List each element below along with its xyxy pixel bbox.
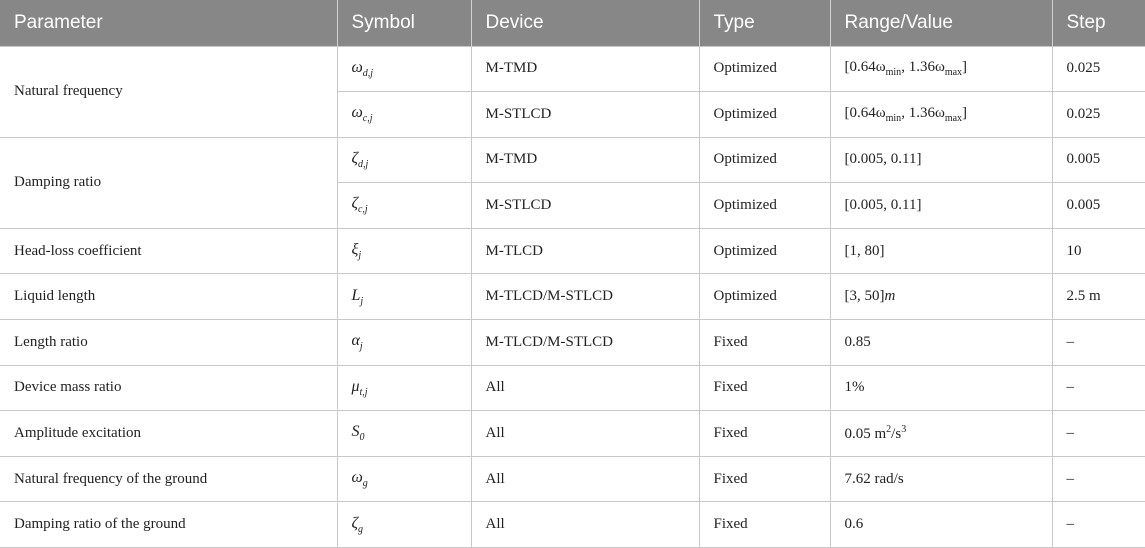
device-cell: M-TMD [471, 137, 699, 183]
header-device: Device [471, 0, 699, 46]
device-cell: M-STLCD [471, 92, 699, 138]
table-row [0, 365, 1145, 411]
device-cell: All [471, 502, 699, 548]
table-row [0, 320, 1145, 366]
range-cell: 7.62 rad/s [830, 456, 1052, 502]
parameter-cell: Length ratio [0, 320, 337, 366]
range-superscript: 2 [886, 424, 892, 436]
step-cell: – [1052, 365, 1145, 411]
symbol-subscript: j [358, 250, 362, 262]
symbol-subscript: j [359, 341, 363, 353]
parameter-cell: Device mass ratio [0, 365, 337, 411]
table-row [0, 228, 1145, 274]
table-row [0, 456, 1145, 502]
step-cell: 0.005 [1052, 137, 1145, 183]
symbol-base: μ [351, 377, 360, 395]
range-superscript: 3 [901, 424, 907, 436]
range-part: [3, 50] [844, 288, 885, 305]
symbol-subscript: d,j [357, 159, 369, 171]
table-row [0, 137, 1145, 183]
range-subscript: min [885, 67, 902, 79]
device-cell: M-TMD [471, 46, 699, 92]
header-step: Step [1066, 11, 1106, 33]
type-cell: Fixed [699, 365, 830, 411]
symbol-cell [337, 46, 471, 92]
parameter-cell: Natural frequency of the ground [0, 456, 337, 502]
parameter-cell: Head-loss coefficient [0, 228, 337, 274]
type-cell: Optimized [699, 137, 830, 183]
type-cell: Optimized [699, 92, 830, 138]
range-cell: 0.6 [830, 502, 1052, 548]
type-cell: Fixed [699, 320, 830, 366]
range-cell: [1, 80] [830, 228, 1052, 274]
type-cell: Fixed [699, 456, 830, 502]
step-cell: – [1052, 411, 1145, 457]
type-cell: Optimized [699, 228, 830, 274]
type-cell: Optimized [699, 274, 830, 320]
device-cell: All [471, 456, 699, 502]
device-cell: M-TLCD/M-STLCD [471, 320, 699, 366]
range-part: 0.05 m [844, 426, 887, 443]
symbol-subscript: d,j [362, 67, 374, 79]
range-part: ] [962, 59, 968, 76]
symbol-cell [337, 320, 471, 366]
symbol-subscript: t,j [359, 387, 368, 399]
range-unit: m [884, 288, 896, 305]
step-cell: – [1052, 320, 1145, 366]
range-cell: [0.005, 0.11] [830, 137, 1052, 183]
symbol-cell [337, 92, 471, 138]
range-subscript: min [885, 112, 902, 124]
step-cell: 2.5 m [1052, 274, 1145, 320]
header-range-value: Range/Value [830, 0, 1052, 46]
symbol-base: ζ [351, 195, 358, 213]
step-cell: – [1052, 456, 1145, 502]
symbol-cell [337, 502, 471, 548]
range-part: [0.64ω [844, 59, 886, 76]
range-subscript: max [944, 67, 963, 79]
range-part: , 1.36ω [901, 104, 945, 121]
step-cell: 0.025 [1052, 46, 1145, 92]
symbol-base: ζ [351, 149, 358, 167]
device-cell: All [471, 411, 699, 457]
parameter-cell: Liquid length [0, 274, 337, 320]
table-row [0, 46, 1145, 92]
symbol-subscript: 0 [359, 432, 365, 444]
type-cell: Fixed [699, 502, 830, 548]
symbol-cell [337, 411, 471, 457]
header-symbol: Symbol [337, 0, 471, 46]
range-cell [830, 274, 1052, 320]
table-row [0, 502, 1145, 548]
symbol-base: α [351, 332, 360, 350]
step-cell: – [1052, 502, 1145, 548]
step-cell: 0.005 [1052, 183, 1145, 229]
range-cell [830, 92, 1052, 138]
parameter-cell: Natural frequency [0, 46, 337, 137]
range-part: , 1.36ω [901, 59, 945, 76]
symbol-subscript: c,j [362, 113, 373, 125]
header-row [0, 0, 1145, 46]
symbol-cell [337, 183, 471, 229]
step-cell: 0.025 [1052, 92, 1145, 138]
symbol-cell [337, 137, 471, 183]
range-cell: 1% [830, 365, 1052, 411]
range-cell: [0.005, 0.11] [830, 183, 1052, 229]
header-type: Type [699, 0, 830, 46]
symbol-base: S [351, 423, 360, 441]
symbol-cell [337, 274, 471, 320]
table-row [0, 274, 1145, 320]
symbol-base: ζ [351, 514, 358, 532]
type-cell: Optimized [699, 183, 830, 229]
range-subscript: max [944, 112, 963, 124]
range-part: ] [962, 104, 968, 121]
symbol-base: ω [351, 104, 363, 122]
device-cell: M-TLCD [471, 228, 699, 274]
type-cell: Fixed [699, 411, 830, 457]
symbol-base: ω [351, 58, 363, 76]
range-part: [0.64ω [844, 104, 886, 121]
header-parameter: Parameter [0, 0, 337, 46]
parameter-cell: Amplitude excitation [0, 411, 337, 457]
range-cell: 0.85 [830, 320, 1052, 366]
symbol-cell [337, 456, 471, 502]
symbol-subscript: j [360, 295, 364, 307]
parameter-cell: Damping ratio of the ground [0, 502, 337, 548]
symbol-cell [337, 365, 471, 411]
symbol-subscript: c,j [357, 204, 368, 216]
range-part: /s [891, 426, 902, 443]
symbol-base: ω [351, 469, 363, 487]
device-cell: M-STLCD [471, 183, 699, 229]
parameter-cell: Damping ratio [0, 137, 337, 228]
range-cell [830, 46, 1052, 92]
table-row [0, 411, 1145, 457]
step-cell: 10 [1052, 228, 1145, 274]
symbol-subscript: g [357, 523, 363, 535]
symbol-base: L [351, 286, 361, 304]
symbol-cell [337, 228, 471, 274]
symbol-base: ξ [351, 241, 359, 259]
symbol-subscript: g [362, 478, 368, 490]
device-cell: All [471, 365, 699, 411]
type-cell: Optimized [699, 46, 830, 92]
device-cell: M-TLCD/M-STLCD [471, 274, 699, 320]
range-cell [830, 411, 1052, 457]
